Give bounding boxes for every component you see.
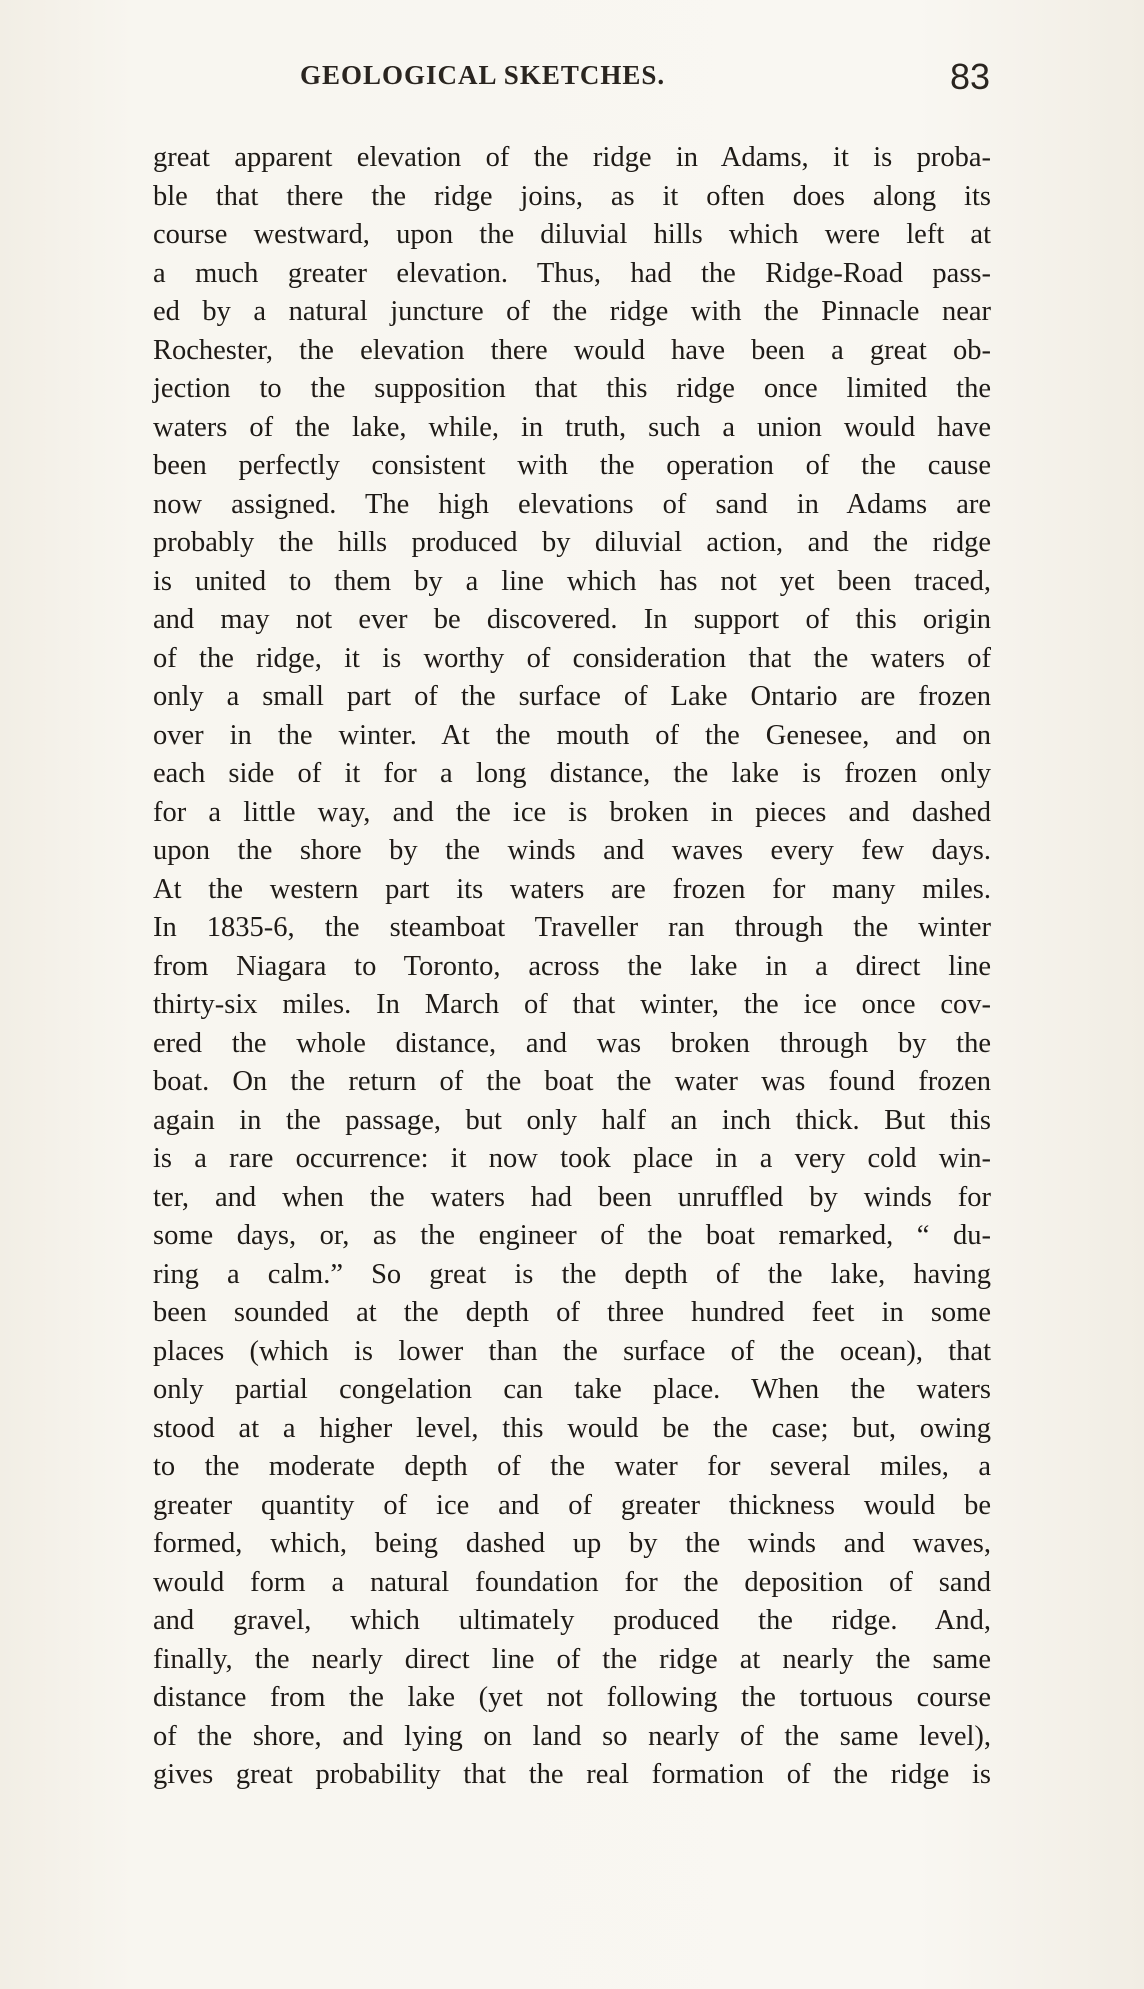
text-line: boat. On the return of the boat the water was found frozen: [153, 1066, 991, 1097]
text-line: only a small part of the surface of Lake Ontario are frozen: [153, 681, 991, 712]
text-line: In 1835-6, the steamboat Traveller ran through the winter: [153, 912, 991, 943]
text-line: of the shore, and lying on land so nearly of the same level),: [153, 1720, 991, 1752]
text-line: some days, or, as the engineer of the boat remarked, “ du-: [153, 1220, 991, 1251]
text-line: would form a natural foundation for the deposition of sand: [153, 1566, 991, 1598]
text-line: ered the whole distance, and was broken through by the: [153, 1027, 991, 1059]
text-line: stood at a higher level, this would be the case; but, owing: [153, 1412, 991, 1444]
text-line: and may not ever be discovered. In support of this origin: [153, 604, 991, 635]
text-line: only partial congelation can take place. When the waters: [153, 1374, 991, 1405]
text-line: been perfectly consistent with the operation of the cause: [153, 450, 991, 481]
body-text: [153, 139, 991, 1795]
text-line: At the western part its waters are frozen for many miles.: [153, 873, 991, 905]
text-line: ter, and when the waters had been unruffled by winds for: [153, 1181, 991, 1213]
text-line: a much greater elevation. Thus, had the Ridge-Road pass-: [153, 257, 991, 289]
running-title: GEOLOGICAL SKETCHES.: [300, 60, 666, 90]
text-line: places (which is lower than the surface of the ocean), that: [153, 1335, 991, 1367]
text-line: been sounded at the depth of three hundred feet in some: [153, 1297, 991, 1328]
text-line: for a little way, and the ice is broken in pieces and dashed: [153, 796, 991, 828]
text-line: formed, which, being dashed up by the winds and waves,: [153, 1528, 991, 1559]
text-line: probably the hills produced by diluvial action, and the ridge: [153, 527, 991, 558]
text-line: is united to them by a line which has not yet been traced,: [153, 565, 991, 597]
text-line: of the ridge, it is worthy of consideration that the waters of: [153, 642, 991, 674]
text-line: finally, the nearly direct line of the ridge at nearly the same: [153, 1643, 991, 1675]
text-line: ring a calm.” So great is the depth of the lake, having: [153, 1258, 991, 1290]
text-line: is a rare occurrence: it now took place in a very cold win-: [153, 1143, 991, 1174]
text-line: jection to the supposition that this ridge once limited the: [153, 373, 991, 404]
text-line: gives great probability that the real formation of the ridge is: [153, 1759, 991, 1790]
text-line: thirty-six miles. In March of that winter, the ice once cov-: [153, 989, 991, 1020]
page-number: 83: [949, 56, 990, 97]
text-line: course westward, upon the diluvial hills which were left at: [153, 219, 991, 250]
text-line: waters of the lake, while, in truth, such a union would have: [153, 411, 991, 443]
text-line: now assigned. The high elevations of sand in Adams are: [153, 488, 991, 520]
page-header: [300, 56, 990, 104]
text-line: each side of it for a long distance, the lake is frozen only: [153, 758, 991, 789]
text-line: to the moderate depth of the water for several miles, a: [153, 1451, 991, 1482]
text-line: distance from the lake (yet not following the tortuous course: [153, 1682, 991, 1713]
text-line: from Niagara to Toronto, across the lake in a direct line: [153, 950, 991, 982]
text-line: great apparent elevation of the ridge in Adams, it is proba-: [153, 142, 991, 173]
text-line: again in the passage, but only half an inch thick. But this: [153, 1104, 991, 1136]
text-line: over in the winter. At the mouth of the Genesee, and on: [153, 719, 991, 751]
text-line: and gravel, which ultimately produced the ridge. And,: [153, 1605, 991, 1636]
text-line: ble that there the ridge joins, as it often does along its: [153, 180, 991, 212]
text-line: Rochester, the elevation there would have been a great ob-: [153, 334, 991, 366]
text-line: upon the shore by the winds and waves every few days.: [153, 835, 991, 866]
text-line: ed by a natural juncture of the ridge with the Pinnacle near: [153, 296, 991, 327]
text-line: greater quantity of ice and of greater thickness would be: [153, 1489, 991, 1521]
